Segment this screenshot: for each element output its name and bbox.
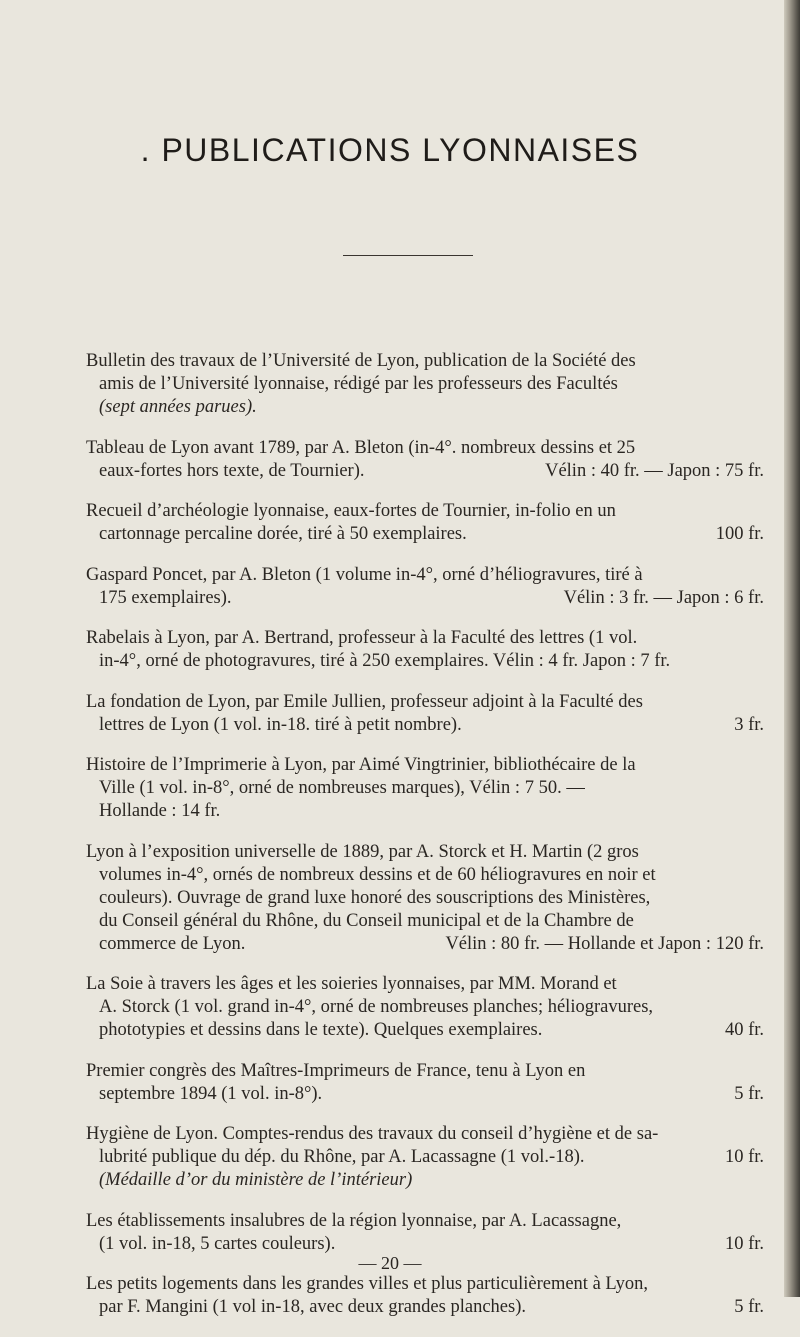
entry-recueil-archeologie: [86, 500, 764, 546]
entry-line: [86, 1296, 764, 1319]
entry-line: (sept années parues).: [99, 397, 257, 417]
entry-price: 100 fr.: [715, 524, 764, 544]
entry-line: Tableau de Lyon avant 1789, par A. Bleton (in-4°. nombreux dessins et 25: [86, 437, 636, 458]
entry-line: du Conseil général du Rhône, du Conseil municipal et de la Chambre de: [99, 910, 634, 931]
entry-line: La Soie à travers les âges et les soieries lyonnaises, par MM. Morand et: [86, 974, 617, 994]
entry-price: 10 fr.: [724, 1147, 764, 1167]
entry-price: Vélin : 40 fr. — Japon : 75 fr.: [545, 460, 764, 481]
entry-bulletin: [86, 350, 764, 419]
entry-fondation-de-lyon: [86, 691, 764, 737]
entry-rabelais: [86, 627, 764, 673]
entry-text: septembre 1894 (1 vol. in-8°).: [99, 1083, 323, 1104]
entry-text: lubrité publique du dép. du Rhône, par A. Lacassagne (1 vol.-18).: [99, 1147, 585, 1167]
entry-line: [86, 460, 764, 483]
entry-line: [86, 523, 764, 546]
entry-premier-congres: [86, 1060, 764, 1106]
entry-line: Premier congrès des Maîtres-Imprimeurs de France, tenu à Lyon en: [86, 1060, 586, 1081]
entry-line: Bulletin des travaux de l’Université de Lyon, publication de la Société des: [86, 351, 636, 371]
entry-text: (1 vol. in-18, 5 cartes couleurs).: [99, 1233, 336, 1254]
entry-price: 40 fr.: [724, 1020, 764, 1040]
entry-line: Les petits logements dans les grandes villes et plus particulièrement à Lyon,: [86, 1274, 649, 1294]
entry-line: volumes in-4°, ornés de nombreux dessins et de 60 héliogravures en noir et: [99, 864, 656, 885]
entry-price: Vélin : 80 fr. — Hollande et Japon : 120 fr.: [445, 933, 764, 954]
entry-price: 5 fr.: [734, 1297, 764, 1317]
entry-line: [86, 1019, 764, 1042]
entry-price: Vélin : 3 fr. — Japon : 6 fr.: [563, 587, 764, 608]
entry-line: A. Storck (1 vol. grand in-4°, orné de nombreuses planches; héliogravures,: [99, 997, 654, 1017]
entry-exposition-1889: [86, 841, 764, 956]
entry-la-soie: [86, 973, 764, 1042]
page-title: . PUBLICATIONS LYONNAISES: [140, 132, 640, 168]
entry-line: Les établissements insalubres de la région lyonnaise, par A. Lacassagne,: [86, 1210, 622, 1231]
entry-line: Recueil d’archéologie lyonnaise, eaux-fortes de Tournier, in-folio en un: [86, 501, 616, 521]
entry-price: 10 fr.: [724, 1233, 764, 1254]
entry-histoire-imprimerie: [86, 754, 764, 823]
entry-line: Rabelais à Lyon, par A. Bertrand, professeur à la Faculté des lettres (1 vol.: [86, 628, 638, 648]
publication-list: [86, 350, 764, 1337]
entry-line: (Médaille d’or du ministère de l’intérieur): [99, 1170, 413, 1190]
entry-line: Histoire de l’Imprimerie à Lyon, par Aimé Vingtrinier, bibliothécaire de la: [86, 755, 636, 775]
entry-line: Ville (1 vol. in-8°, orné de nombreuses marques), Vélin : 7 50. —: [99, 778, 585, 798]
entry-line: amis de l’Université lyonnaise, rédigé par les professeurs des Facultés: [99, 374, 618, 394]
entry-hygiene-de-lyon: [86, 1123, 764, 1192]
entry-price: 3 fr.: [734, 714, 764, 735]
entry-line: [86, 587, 764, 610]
entry-line: La fondation de Lyon, par Emile Jullien, professeur adjoint à la Faculté des: [86, 691, 643, 712]
entry-line: [86, 714, 764, 737]
entry-text: commerce de Lyon.: [99, 933, 246, 954]
entry-line: in-4°, orné de photogravures, tiré à 250 exemplaires. Vélin : 4 fr. Japon : 7 fr.: [99, 651, 671, 671]
entry-etablissements-insalubres: [86, 1210, 764, 1256]
entry-price: 5 fr.: [734, 1083, 764, 1104]
entry-text: 175 exemplaires).: [99, 587, 232, 608]
entry-petits-logements: [86, 1273, 764, 1319]
entry-text: phototypies et dessins dans le texte). Quelques exemplaires.: [99, 1020, 543, 1040]
entry-line: [86, 1146, 764, 1169]
entry-text: lettres de Lyon (1 vol. in-18. tiré à petit nombre).: [99, 714, 462, 735]
entry-text: cartonnage percaline dorée, tiré à 50 exemplaires.: [99, 524, 467, 544]
entry-line: Gaspard Poncet, par A. Bleton (1 volume in-4°, orné d’héliogravures, tiré à: [86, 564, 643, 585]
entry-line: couleurs). Ouvrage de grand luxe honoré des souscriptions des Ministères,: [99, 887, 651, 908]
entry-line: Lyon à l’exposition universelle de 1889, par A. Storck et H. Martin (2 gros: [86, 841, 639, 862]
title-rule: [343, 255, 473, 256]
entry-line: [86, 933, 764, 956]
page-edge: [784, 0, 800, 1297]
entry-text: eaux-fortes hors texte, de Tournier).: [99, 460, 365, 481]
page-number: — 20 —: [358, 1253, 422, 1273]
entry-line: Hollande : 14 fr.: [99, 801, 221, 821]
entry-tableau-de-lyon: [86, 437, 764, 483]
entry-line: Hygiène de Lyon. Comptes-rendus des travaux du conseil d’hygiène et de sa-: [86, 1124, 659, 1144]
entry-line: [86, 1083, 764, 1106]
entry-text: par F. Mangini (1 vol in-18, avec deux grandes planches).: [99, 1297, 526, 1317]
entry-gaspard-poncet: [86, 564, 764, 610]
